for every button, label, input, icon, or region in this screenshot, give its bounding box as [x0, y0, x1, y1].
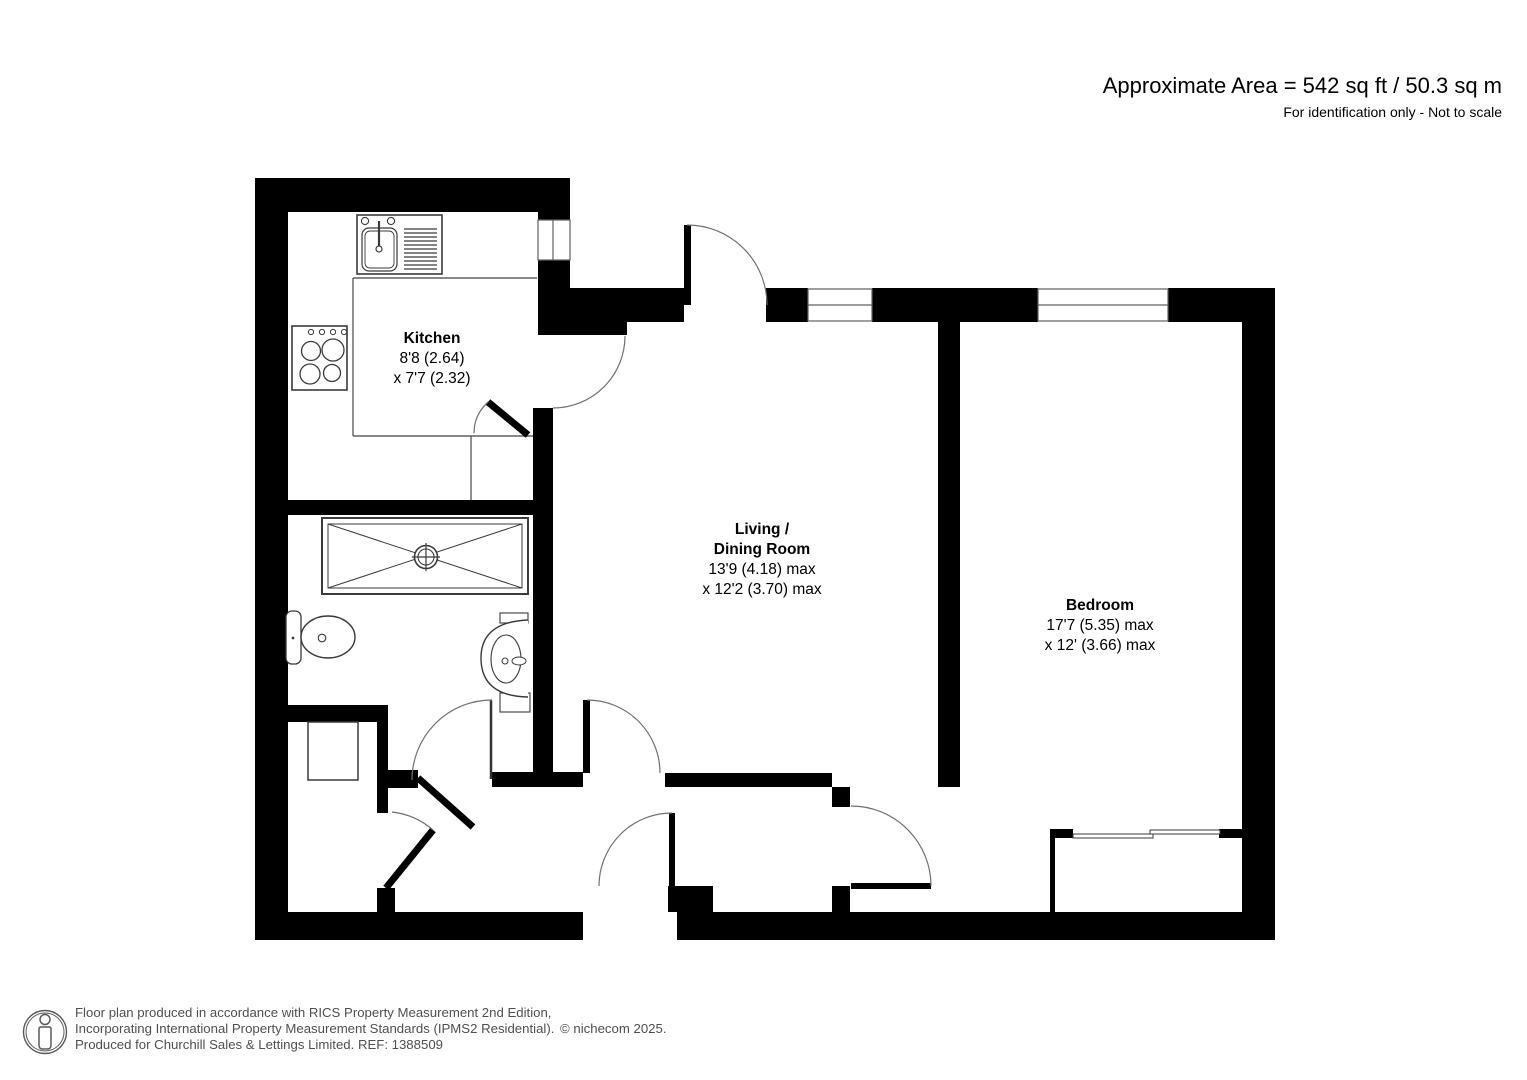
kitchen-dim2: x 7'7 (2.32)	[393, 370, 471, 387]
living-top-door-arc	[687, 225, 767, 305]
wall-front-leafB-stub	[377, 888, 395, 912]
shower-tray	[322, 518, 528, 594]
kitchen-counter	[353, 278, 537, 500]
person-icon	[22, 1006, 70, 1058]
hall-living-door-leaf	[583, 700, 590, 773]
kitchen-sink	[357, 215, 442, 274]
living-dim2: x 12'2 (3.70) max	[702, 581, 822, 598]
kitchen-dim1: 8'8 (2.64)	[399, 350, 465, 367]
wall-top-c	[872, 288, 1038, 322]
wall-hall-stub	[388, 770, 418, 788]
wall-top-kitchen	[255, 178, 570, 212]
front-door-arc	[599, 813, 672, 886]
bedroom-door-leaf	[851, 883, 931, 889]
wall-right-outer	[1242, 288, 1275, 940]
bedroom-label	[990, 596, 1210, 656]
bedroom-window	[1038, 289, 1168, 321]
bedroom-name: Bedroom	[1065, 597, 1135, 614]
footer-line3: Produced for Churchill Sales & Lettings Limited. REF: 1388509	[75, 1037, 443, 1053]
wall-shower-top	[288, 500, 553, 515]
bedroom-door-arc	[851, 806, 931, 886]
wall-top-b	[766, 288, 808, 322]
wall-wardrobe-side	[1050, 829, 1055, 912]
bedroom-dim1: 17'7 (5.35) max	[1046, 617, 1154, 634]
living-window	[808, 289, 872, 321]
toilet	[286, 611, 355, 664]
wall-left-outer	[255, 178, 288, 940]
area-title: Approximate Area = 542 sq ft / 50.3 sq m	[1102, 73, 1502, 98]
wall-kitchen-door-ledge	[538, 322, 627, 335]
wall-hall-vertical	[377, 722, 388, 813]
footer-line2: Incorporating International Property Measurement Standards (IPMS2 Residential).	[75, 1021, 555, 1037]
wall-top-d	[1168, 288, 1275, 322]
wash-basin	[481, 613, 530, 712]
wall-living-bottom	[665, 773, 832, 787]
kitchen-name: Kitchen	[403, 330, 461, 347]
front-door-leaf	[669, 813, 675, 886]
bedroom-dim2: x 12' (3.66) max	[1044, 637, 1156, 654]
wall-shower-hall-band	[492, 772, 583, 787]
area-disclaimer: For identification only - Not to scale	[1283, 104, 1502, 120]
hall-cupboard-door-arc	[392, 812, 433, 830]
wall-bedroom-jamb-top	[832, 787, 850, 807]
hall-living-door-arc	[587, 700, 660, 773]
hall-cupboard-door-leaf-b	[386, 830, 433, 888]
living-name1: Living /	[734, 521, 790, 538]
kitchen-door-arc	[553, 336, 625, 408]
wall-top-a	[538, 288, 684, 322]
shower-door-arc	[412, 700, 492, 780]
wall-living-left	[533, 408, 553, 773]
kitchen-door-small-arc	[474, 402, 488, 433]
living-top-door-leaf	[684, 225, 691, 305]
kitchen-window	[538, 220, 570, 260]
footer-line1: Floor plan produced in accordance with RICS Property Measurement 2nd Edition,	[75, 1005, 552, 1020]
copyright-text: © nichecom 2025.	[560, 1021, 667, 1036]
wall-bottom-pier	[668, 886, 713, 912]
wall-bottom-left	[255, 912, 583, 940]
wardrobe	[1073, 830, 1220, 838]
kitchen-door-leaf	[488, 402, 528, 435]
wall-shower-bottom	[288, 705, 388, 722]
kitchen-label	[322, 329, 542, 389]
living-label	[652, 520, 872, 600]
wall-wardrobe-stub-right	[1219, 829, 1242, 838]
living-name2: Dining Room	[713, 541, 811, 558]
footer-text	[75, 1005, 635, 1054]
wall-kitchen-right-a	[538, 210, 570, 220]
wall-living-bedroom	[938, 322, 960, 787]
wall-bedroom-jamb-bottom	[832, 886, 850, 912]
hall-cupboard	[308, 722, 358, 780]
wall-kitchen-right-b	[538, 260, 570, 290]
living-dim1: 13'9 (4.18) max	[708, 561, 816, 578]
wall-bottom-right	[677, 912, 1275, 940]
hall-cupboard-door-leaf-a	[418, 778, 473, 827]
